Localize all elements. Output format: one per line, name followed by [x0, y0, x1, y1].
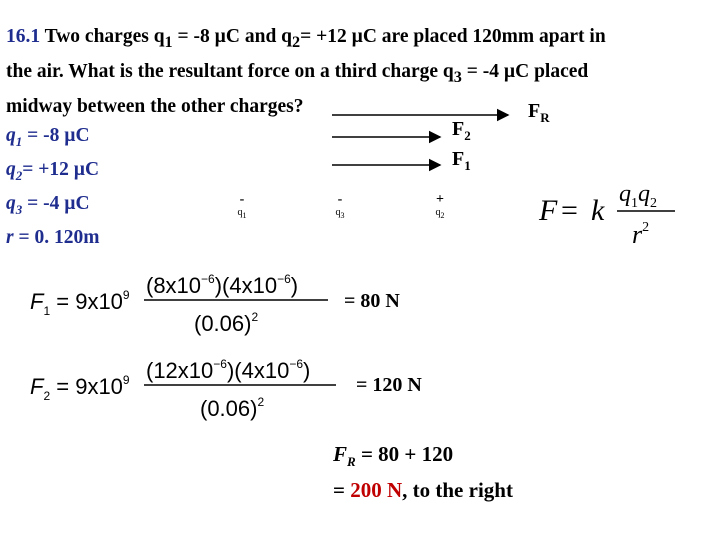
- f1-result: = 80 N: [344, 290, 400, 312]
- formula-denominator: $r^2$: [632, 220, 650, 249]
- charge-q1: [222, 193, 262, 222]
- label-sub: 2: [464, 128, 471, 143]
- formula-lhs: F: [539, 194, 558, 227]
- given-value: = 0. 120m: [13, 226, 100, 248]
- given-symbol: q: [6, 158, 16, 180]
- problem-text: midway between the other charges?: [6, 95, 304, 117]
- f2-numerator: $(12x10^{-6})(4x10^{-6})$: [146, 357, 311, 383]
- problem-text: = -4 µC placed: [461, 60, 589, 82]
- label-main: F: [528, 100, 541, 122]
- subscript: 3: [453, 67, 462, 86]
- given-symbol: q: [6, 192, 16, 214]
- problem-text: Two charges q: [40, 26, 165, 47]
- f1-denominator: $(0.06)^2$: [194, 310, 259, 336]
- problem-number: 16.1: [6, 26, 41, 47]
- label-f2: [452, 118, 471, 144]
- label-f1: [452, 148, 471, 174]
- f2-lhs: $F_2 = 9x10^9$: [30, 373, 130, 403]
- given-value: = -8 µC: [22, 125, 90, 146]
- final-line-1: [333, 440, 513, 476]
- charge-name: $q_1$: [237, 207, 247, 220]
- final-subscript: R: [347, 454, 356, 470]
- label-main: F: [452, 148, 465, 170]
- label-sub: R: [540, 110, 550, 125]
- f2-result: = 120 N: [356, 374, 422, 396]
- formula-numerator: $q_1q_2$: [619, 181, 657, 211]
- given-subscript: 3: [15, 201, 23, 217]
- charge-sign: -: [337, 192, 343, 207]
- charge-q2: [420, 193, 460, 222]
- label-main: F: [452, 118, 465, 140]
- f1-lhs: $F_1 = 9x10^9$: [30, 288, 130, 318]
- charge-q3: [320, 193, 360, 222]
- given-subscript: 2: [15, 167, 23, 183]
- charge-name: $q_3$: [335, 207, 345, 220]
- f2-equation: [28, 350, 348, 430]
- given-value: = +12 µC: [22, 158, 100, 180]
- charge-name: $q_2$: [435, 207, 445, 220]
- label-fr: [528, 100, 550, 126]
- subscript: 2: [292, 32, 301, 51]
- f1-numerator: $(8x10^{-6})(4x10^{-6})$: [146, 272, 299, 298]
- final-symbol: F: [333, 442, 348, 466]
- given-value: = -4 µC: [22, 192, 90, 214]
- label-sub: 1: [464, 158, 471, 173]
- problem-text: = -8 µC and q: [172, 26, 293, 47]
- subscript: 1: [164, 32, 173, 51]
- charge-sign: +: [436, 192, 444, 207]
- problem-text: the air. What is the resultant force on a third charge q: [6, 60, 454, 82]
- formula-k: k: [591, 194, 605, 227]
- given-symbol: r: [6, 226, 14, 248]
- charge-sign: -: [239, 192, 245, 207]
- given-subscript: 1: [15, 133, 23, 149]
- final-prefix: =: [333, 478, 351, 503]
- final-direction: , to the right: [402, 478, 513, 503]
- final-answer: [333, 440, 513, 505]
- formula-equals: =: [561, 194, 578, 227]
- final-value: 200 N: [350, 478, 403, 503]
- given-symbol: q: [6, 125, 16, 146]
- problem-text: = +12 µC are placed 120mm apart in: [300, 26, 606, 47]
- coulomb-formula: [535, 175, 685, 250]
- final-sum: = 80 + 120: [355, 442, 454, 466]
- f2-denominator: $(0.06)^2$: [200, 395, 265, 421]
- final-line-2: [333, 476, 513, 505]
- f1-equation: [28, 265, 338, 345]
